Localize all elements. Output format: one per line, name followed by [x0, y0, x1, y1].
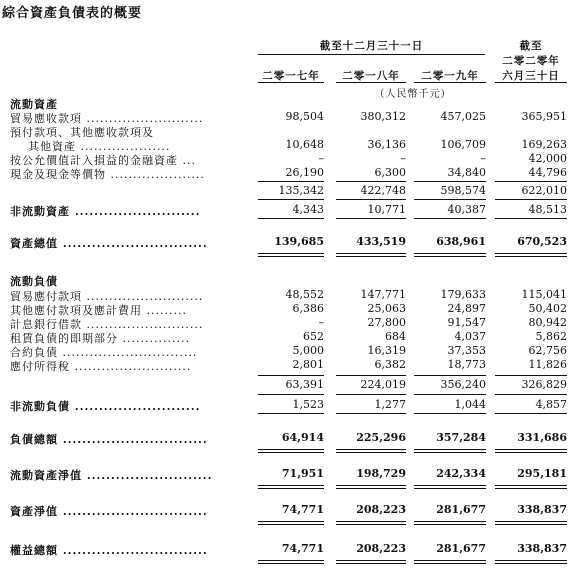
double-rule [414, 449, 486, 453]
row-label: 其他資產 .................... [28, 140, 171, 153]
table-cell: 4,037 [454, 330, 486, 343]
table-cell: 48,513 [528, 203, 567, 216]
table-cell: 6,382 [374, 358, 406, 371]
double-rule [258, 560, 324, 564]
table-cell: 139,685 [274, 235, 324, 248]
table-cell: 62,756 [528, 344, 567, 357]
table-cell: 2,801 [292, 358, 324, 371]
double-rule [495, 521, 567, 525]
double-rule [258, 521, 324, 525]
table-cell: 242,334 [436, 467, 486, 480]
row-label: 合約負債 .............................. [10, 346, 198, 359]
table-cell: 6,300 [374, 166, 406, 179]
table-cell: 422,748 [360, 184, 406, 197]
row-label: 應付所得稅 .......................... [10, 360, 192, 373]
single-rule [258, 413, 324, 414]
single-rule [495, 199, 567, 200]
table-cell: 326,829 [521, 378, 567, 391]
table-cell: 10,648 [285, 138, 324, 151]
double-rule [258, 253, 324, 257]
table-cell: 11,826 [528, 358, 567, 371]
table-cell: 1,523 [292, 398, 324, 411]
table-cell: 34,840 [447, 166, 486, 179]
table-cell: 48,552 [285, 288, 324, 301]
header-rule [258, 54, 485, 55]
double-rule [495, 449, 567, 453]
table-cell: – [318, 316, 324, 329]
table-cell: 74,771 [281, 542, 324, 555]
double-rule [414, 560, 486, 564]
unit-label: （人民幣千元） [374, 89, 452, 100]
double-rule [336, 560, 406, 564]
row-label: 流動負債 [10, 275, 58, 288]
table-cell: 356,240 [440, 378, 486, 391]
table-cell: 225,296 [356, 431, 406, 444]
single-rule [495, 218, 567, 219]
row-label: 非流動資產 .......................... [10, 205, 201, 218]
table-cell: 281,677 [436, 542, 486, 555]
table-cell: 5,862 [535, 330, 567, 343]
single-rule [495, 413, 567, 414]
table-cell: 147,771 [360, 288, 406, 301]
single-rule [258, 394, 324, 395]
table-cell: 40,387 [447, 203, 486, 216]
row-label: 流動資產 [10, 98, 58, 111]
table-cell: 26,190 [285, 166, 324, 179]
table-cell: 50,402 [528, 302, 567, 315]
year-header-2019: 二零一九年 [421, 70, 479, 82]
single-rule [258, 181, 324, 182]
header-bottom-rule [495, 82, 567, 83]
table-cell: 281,677 [436, 503, 486, 516]
table-cell: 5,000 [292, 344, 324, 357]
double-rule [495, 253, 567, 257]
row-label: 其他應付款項及應計費用 ......... [10, 304, 187, 317]
table-cell: 74,771 [281, 503, 324, 516]
table-cell: 380,312 [360, 110, 406, 123]
period-header: 截至十二月三十一日 [319, 40, 424, 52]
double-rule [336, 485, 406, 489]
year-header-2017: 二零一七年 [262, 70, 320, 82]
single-rule [414, 181, 486, 182]
single-rule [414, 199, 486, 200]
table-cell: 106,709 [440, 138, 486, 151]
page-title: 綜合資產負債表的概要 [2, 6, 143, 21]
table-cell: 27,800 [367, 316, 406, 329]
table-cell: 295,181 [517, 467, 567, 480]
table-cell: 169,263 [521, 138, 567, 151]
table-cell: 18,773 [447, 358, 486, 371]
single-rule [414, 394, 486, 395]
table-cell: 1,044 [454, 398, 486, 411]
table-cell: 331,686 [517, 431, 567, 444]
table-cell: 135,342 [278, 184, 324, 197]
table-cell: – [480, 152, 486, 165]
table-cell: 1,277 [374, 398, 406, 411]
double-rule [414, 485, 486, 489]
table-cell: 115,041 [521, 288, 567, 301]
table-cell: 64,914 [281, 431, 324, 444]
single-rule [414, 375, 486, 376]
single-rule [258, 199, 324, 200]
single-rule [336, 218, 406, 219]
single-rule [258, 218, 324, 219]
row-label: 計息銀行借款 .......................... [10, 318, 204, 331]
table-cell: 10,771 [367, 203, 406, 216]
table-cell: 4,857 [535, 398, 567, 411]
table-cell: 37,353 [447, 344, 486, 357]
table-cell: 224,019 [360, 378, 406, 391]
row-label: 資產淨值 .............................. [10, 505, 208, 518]
table-cell: 16,319 [367, 344, 406, 357]
single-rule [414, 413, 486, 414]
row-label: 貿易應收款項 .......................... [10, 112, 204, 125]
table-cell: 80,942 [528, 316, 567, 329]
row-label: 按公允價值計入損益的金融資產 ... [10, 154, 196, 167]
table-cell: 63,391 [285, 378, 324, 391]
single-rule [495, 375, 567, 376]
single-rule [336, 413, 406, 414]
last-col-header-line3: 六月三十日 [502, 70, 560, 82]
table-cell: 198,729 [356, 467, 406, 480]
year-header-2018: 二零一八年 [342, 70, 400, 82]
table-cell: 365,951 [521, 110, 567, 123]
single-rule [336, 375, 406, 376]
table-cell: 6,386 [292, 302, 324, 315]
table-cell: 25,063 [367, 302, 406, 315]
table-cell: 638,961 [436, 235, 486, 248]
table-cell: 357,284 [436, 431, 486, 444]
table-cell: 670,523 [517, 235, 567, 248]
row-label: 非流動負債 .......................... [10, 400, 201, 413]
table-cell: 71,951 [281, 467, 324, 480]
row-label: 權益總額 .............................. [10, 544, 208, 557]
double-rule [258, 485, 324, 489]
double-rule [258, 449, 324, 453]
row-label: 流動資產淨值 .......................... [10, 469, 213, 482]
double-rule [414, 521, 486, 525]
table-cell: 98,504 [285, 110, 324, 123]
table-cell: 4,343 [292, 203, 324, 216]
double-rule [414, 253, 486, 257]
table-cell: 24,897 [447, 302, 486, 315]
double-rule [336, 253, 406, 257]
row-label: 資產總值 .............................. [10, 237, 208, 250]
row-label: 現金及現金等價物 ..................... [10, 168, 205, 181]
row-label: 預付款項、其他應收款項及 [10, 126, 154, 139]
row-label: 負債總額 .............................. [10, 433, 208, 446]
table-cell: – [400, 152, 406, 165]
table-cell: 42,000 [528, 152, 567, 165]
table-cell: 208,223 [356, 542, 406, 555]
single-rule [414, 218, 486, 219]
single-rule [336, 199, 406, 200]
single-rule [336, 181, 406, 182]
double-rule [495, 485, 567, 489]
row-label: 貿易應付款項 .......................... [10, 290, 204, 303]
table-cell: 338,837 [517, 503, 567, 516]
table-cell: 36,136 [367, 138, 406, 151]
single-rule [258, 375, 324, 376]
header-bottom-rule [414, 82, 486, 83]
table-cell: 652 [303, 330, 324, 343]
double-rule [495, 560, 567, 564]
table-cell: 179,633 [440, 288, 486, 301]
table-cell: 598,574 [440, 184, 486, 197]
table-cell: 684 [385, 330, 406, 343]
table-cell: 44,796 [528, 166, 567, 179]
header-bottom-rule [336, 82, 406, 83]
table-cell: 622,010 [521, 184, 567, 197]
row-label: 租賃負債的即期部分 ............... [10, 332, 190, 345]
double-rule [336, 521, 406, 525]
table-cell: 457,025 [440, 110, 486, 123]
table-cell: 208,223 [356, 503, 406, 516]
last-col-header-line2: 二零二零年 [502, 55, 560, 67]
single-rule [336, 394, 406, 395]
table-cell: – [318, 152, 324, 165]
single-rule [495, 181, 567, 182]
table-cell: 91,547 [447, 316, 486, 329]
double-rule [336, 449, 406, 453]
table-cell: 338,837 [517, 542, 567, 555]
last-col-header-line1: 截至 [519, 40, 543, 52]
header-bottom-rule [258, 82, 324, 83]
single-rule [495, 394, 567, 395]
table-cell: 433,519 [356, 235, 406, 248]
